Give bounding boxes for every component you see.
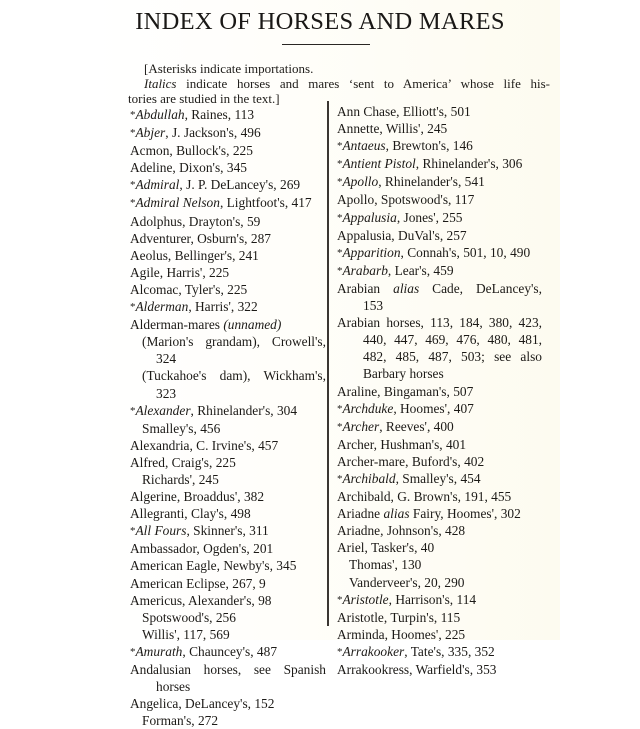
entry-text: Araline, Bingaman's, 507 (337, 383, 474, 399)
importation-asterisk: * (130, 525, 136, 538)
index-entry (130, 592, 326, 609)
index-column-left (130, 106, 326, 729)
index-entry (130, 505, 326, 522)
entry-text: Barbary horses (363, 366, 444, 382)
index-entry (130, 540, 326, 557)
index-note (128, 61, 550, 106)
entry-text: , Skinner's, 311 (186, 523, 269, 539)
index-column-right (337, 103, 542, 678)
entry-text: Agile, Harris', 225 (130, 264, 230, 280)
entry-text: , Tate's, 335, 352 (404, 643, 495, 659)
index-entry (337, 103, 542, 120)
horse-name-italic: Admiral Nelson (135, 195, 220, 211)
index-entry (337, 505, 542, 522)
index-entry (337, 244, 542, 262)
entry-italic-word: (unnamed) (223, 317, 282, 333)
horse-name-italic: Arrakooker (342, 643, 405, 659)
entry-text: 482, 485, 487, 503; see also (363, 349, 542, 365)
index-entry (337, 280, 542, 297)
index-entry (130, 522, 326, 540)
index-entry (337, 173, 542, 191)
entry-text: Archer-mare, Buford's, 402 (337, 453, 485, 469)
horse-name-italic: Apollo (342, 174, 379, 190)
index-entry (130, 402, 326, 420)
index-entry (337, 227, 542, 244)
horse-name-italic: Arabarb (342, 262, 388, 278)
entry-text: 440, 447, 469, 476, 480, 481, (363, 332, 542, 348)
entry-text: , Raines, 113 (184, 107, 255, 122)
horse-name-italic: Antaeus (342, 138, 386, 154)
horse-name-italic: Amurath (135, 643, 183, 659)
index-entry (130, 609, 326, 626)
entry-text: Spotswood's, 256 (142, 609, 236, 625)
importation-asterisk: * (130, 404, 136, 417)
entry-text: Algerine, Broaddus', 382 (130, 489, 265, 505)
index-entry (337, 314, 542, 331)
importation-asterisk: * (337, 264, 343, 277)
entry-text: , Rhinelander's, 541 (378, 174, 485, 190)
horse-name-italic: Archibald (342, 470, 396, 486)
index-entry (130, 106, 326, 124)
entry-text: Ariadne, Johnson's, 428 (337, 523, 466, 539)
index-entry (130, 557, 326, 574)
entry-text: Appalusia, DuVal's, 257 (337, 227, 467, 243)
entry-text: , Hoomes', 407 (393, 400, 474, 416)
index-entry (337, 209, 542, 227)
entry-text: Richards', 245 (142, 471, 219, 487)
horse-name-italic: Alexander (135, 402, 191, 418)
entry-text: , Lightfoot's, 417 (219, 195, 312, 211)
horse-name-italic: Alderman (135, 299, 189, 315)
importation-asterisk: * (337, 645, 343, 658)
column-divider (327, 101, 329, 626)
entry-text-tail: Cade, DeLancey's, (419, 280, 542, 296)
index-entry (337, 383, 542, 400)
index-entry (337, 120, 542, 137)
index-entry (130, 247, 326, 264)
importation-asterisk: * (337, 140, 343, 153)
importation-asterisk: * (337, 472, 343, 485)
entry-text: Arabian (337, 280, 394, 296)
entry-text: Americus, Alexander's, 98 (130, 592, 272, 608)
index-entry (130, 661, 326, 678)
entry-text: Angelica, DeLancey's, 152 (130, 696, 275, 712)
entry-text: , Harris', 322 (188, 299, 258, 315)
entry-text: Allegranti, Clay's, 498 (130, 506, 251, 522)
index-entry (337, 609, 542, 626)
index-entry (337, 488, 542, 505)
entry-text: , Connah's, 501, 10, 490 (400, 244, 531, 260)
index-entry (130, 678, 326, 695)
entry-text: Archibald, G. Brown's, 191, 455 (337, 489, 512, 505)
index-entry (130, 488, 326, 505)
entry-text: Vanderveer's, 20, 290 (349, 574, 465, 590)
index-entry (337, 137, 542, 155)
index-entry (337, 661, 542, 678)
importation-asterisk: * (130, 197, 136, 210)
importation-asterisk: * (337, 176, 343, 189)
horse-name-italic: Archer (342, 418, 380, 434)
importation-asterisk: * (130, 109, 136, 121)
entry-text: , Chauncey's, 487 (182, 643, 278, 659)
index-entry (337, 436, 542, 453)
title-underline-rule (282, 44, 370, 45)
index-entry (130, 420, 326, 437)
entry-text: , Brewton's, 146 (385, 138, 473, 154)
note-line-italics (128, 76, 550, 91)
importation-asterisk: * (337, 593, 343, 606)
entry-italic-word: alias (383, 506, 410, 522)
index-entry (337, 453, 542, 470)
entry-text: 153 (363, 298, 384, 314)
entry-text: Adeline, Dixon's, 345 (130, 160, 247, 176)
index-entry (130, 385, 326, 402)
index-entry (337, 262, 542, 280)
index-entry (130, 194, 326, 212)
index-entry (130, 159, 326, 176)
entry-text: Archer, Hushman's, 401 (337, 436, 467, 452)
index-entry (337, 539, 542, 556)
entry-text: Ariadne (337, 506, 384, 522)
entry-text: Annette, Willis', 245 (337, 121, 448, 137)
index-entry (130, 437, 326, 454)
index-entry (130, 643, 326, 661)
entry-text: 323 (156, 385, 177, 401)
importation-asterisk: * (337, 211, 343, 224)
index-entry (130, 695, 326, 712)
entry-text: Ambassador, Ogden's, 201 (130, 541, 274, 557)
index-entry (130, 471, 326, 488)
index-entry (337, 297, 542, 314)
index-entry (337, 556, 542, 573)
page-title: INDEX OF HORSES AND MARES (135, 8, 505, 35)
index-entry (337, 191, 542, 208)
entry-text: Arrakookress, Warfield's, 353 (337, 662, 497, 677)
entry-text: Andalusian horses, see Spanish (130, 662, 326, 677)
note-italics-text: indicate horses and mares ‘sent to America’ whose life his- (176, 76, 550, 91)
entry-text: , Rhinelander's, 306 (415, 156, 523, 172)
entry-text: , Smalley's, 454 (395, 470, 481, 486)
entry-text: , Harrison's, 114 (388, 591, 477, 607)
index-entry (130, 350, 326, 367)
index-entry (130, 454, 326, 471)
index-entry (337, 591, 542, 609)
entry-text: Alcomac, Tyler's, 225 (130, 281, 248, 297)
horse-name-italic: Antient Pistol (342, 156, 416, 172)
index-entry (130, 213, 326, 230)
entry-text: 324 (156, 351, 177, 367)
entry-text: Forman's, 272 (142, 713, 219, 729)
entry-text: Adolphus, Drayton's, 59 (130, 213, 261, 229)
entry-text: (Tuckahoe's dam), Wickham's, (142, 368, 326, 384)
horse-name-italic: All Fours (135, 523, 187, 539)
horse-name-italic: Archduke (342, 400, 394, 416)
index-entry (130, 230, 326, 247)
horse-name-italic: Aristotle (342, 591, 389, 607)
note-italics-word: Italics (144, 76, 177, 91)
horse-name-italic: Admiral (135, 177, 180, 193)
horse-name-italic: Appalusia (342, 209, 397, 225)
horse-name-italic: Apparition (342, 244, 401, 260)
entry-text: Ariel, Tasker's, 40 (337, 540, 435, 556)
index-entry (130, 626, 326, 643)
entry-text: Thomas', 130 (349, 557, 422, 573)
index-entry (130, 333, 326, 350)
index-entry (130, 124, 326, 142)
entry-text: Alexandria, C. Irvine's, 457 (130, 437, 279, 453)
entry-text: Acmon, Bullock's, 225 (130, 143, 253, 159)
index-entry (337, 522, 542, 539)
index-entry (130, 281, 326, 298)
index-entry (130, 367, 326, 384)
importation-asterisk: * (337, 158, 343, 171)
index-entry (130, 142, 326, 159)
entry-text: Adventurer, Osburn's, 287 (130, 230, 271, 246)
entry-text: Alfred, Craig's, 225 (130, 454, 236, 470)
importation-asterisk: * (337, 420, 343, 433)
index-entry (130, 575, 326, 592)
index-entry (130, 316, 326, 333)
index-entry (337, 155, 542, 173)
entry-text: , Reeves', 400 (379, 418, 454, 434)
importation-asterisk: * (130, 179, 136, 192)
entry-text: Smalley's, 456 (142, 420, 221, 436)
horse-name-italic: Abdullah (135, 107, 185, 122)
entry-text: Willis', 117, 569 (142, 626, 230, 642)
index-entry (337, 418, 542, 436)
entry-italic-word: alias (393, 280, 420, 296)
importation-asterisk: * (337, 246, 343, 259)
entry-text: Ann Chase, Elliott's, 501 (337, 104, 471, 119)
entry-text: Alderman-mares (130, 317, 224, 333)
entry-text: , J. Jackson's, 496 (165, 125, 261, 141)
index-entry (337, 365, 542, 382)
index-entry (130, 298, 326, 316)
entry-text: American Eagle, Newby's, 345 (130, 558, 297, 574)
index-entry (337, 331, 542, 348)
index-entry (337, 574, 542, 591)
entry-text: horses (156, 679, 191, 695)
index-entry (130, 712, 326, 729)
entry-text: , Lear's, 459 (387, 262, 454, 278)
importation-asterisk: * (130, 127, 136, 140)
entry-text: Apollo, Spotswood's, 117 (337, 192, 475, 208)
entry-text: , Jones', 255 (396, 209, 463, 225)
entry-text: , Rhinelander's, 304 (190, 402, 298, 418)
note-line-continuation: tories are studied in the text.] (128, 91, 280, 106)
horse-name-italic: Abjer (135, 125, 166, 141)
importation-asterisk: * (337, 402, 343, 415)
entry-text: Arminda, Hoomes', 225 (337, 626, 466, 642)
entry-text: Aristotle, Turpin's, 115 (337, 609, 461, 625)
note-line-asterisks: [Asterisks indicate importations. (144, 61, 314, 76)
index-entry (337, 348, 542, 365)
index-entry (337, 470, 542, 488)
entry-text: Aeolus, Bellinger's, 241 (130, 247, 259, 263)
index-entry (130, 176, 326, 194)
importation-asterisk: * (130, 645, 136, 658)
entry-text: American Eclipse, 267, 9 (130, 575, 266, 591)
entry-text: Arabian horses, 113, 184, 380, 423, (337, 315, 542, 331)
entry-text-tail: Fairy, Hoomes', 302 (409, 506, 521, 522)
entry-text: (Marion's grandam), Crowell's, (142, 334, 326, 350)
importation-asterisk: * (130, 301, 136, 314)
index-entry (337, 400, 542, 418)
index-entry (130, 264, 326, 281)
index-entry (337, 626, 542, 643)
index-entry (337, 643, 542, 661)
entry-text: , J. P. DeLancey's, 269 (179, 177, 301, 193)
